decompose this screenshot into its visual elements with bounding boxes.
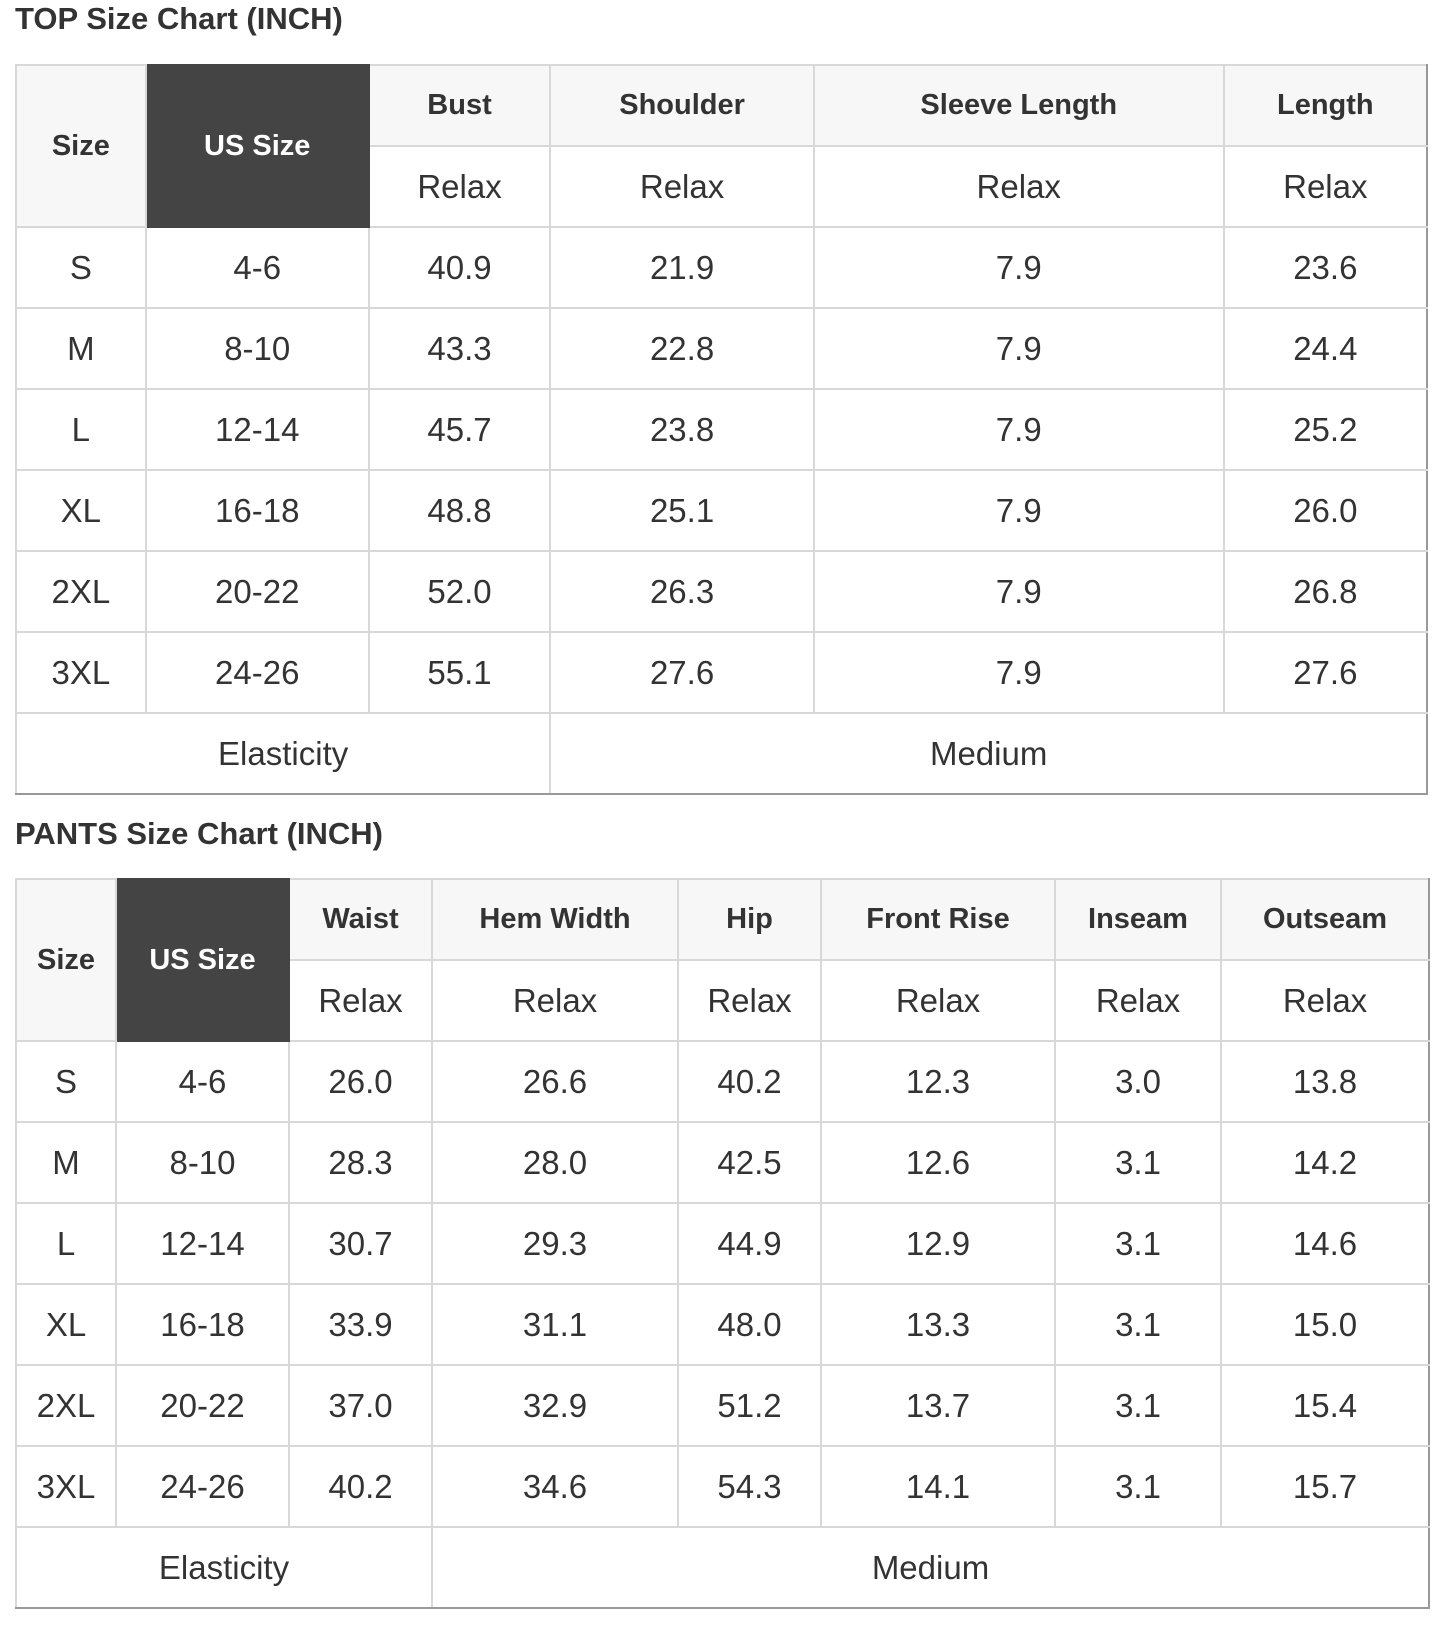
value-cell: 32.9	[432, 1365, 678, 1446]
value-cell: 14.1	[821, 1446, 1055, 1527]
pants-column-header: Waist	[289, 879, 432, 960]
value-cell: 12.9	[821, 1203, 1055, 1284]
pants-header-row	[16, 879, 1429, 960]
top-column-header: Bust	[369, 65, 551, 146]
pants-subheader: Relax	[821, 960, 1055, 1041]
top-subheader: Relax	[1224, 146, 1427, 227]
value-cell: 24.4	[1224, 308, 1427, 389]
value-cell: 26.0	[289, 1041, 432, 1122]
value-cell: 3.1	[1055, 1446, 1221, 1527]
pants-column-header: Outseam	[1221, 879, 1429, 960]
us-size-cell: 12-14	[116, 1203, 289, 1284]
table-row	[16, 1122, 1429, 1203]
value-cell: 7.9	[814, 227, 1224, 308]
top-size-header: Size	[16, 65, 146, 227]
size-cell: 2XL	[16, 1365, 116, 1446]
value-cell: 25.2	[1224, 389, 1427, 470]
table-row	[16, 1446, 1429, 1527]
value-cell: 52.0	[369, 551, 551, 632]
top-header-row	[16, 65, 1427, 146]
size-cell: M	[16, 1122, 116, 1203]
value-cell: 15.4	[1221, 1365, 1429, 1446]
us-size-cell: 24-26	[146, 632, 369, 713]
value-cell: 48.8	[369, 470, 551, 551]
value-cell: 29.3	[432, 1203, 678, 1284]
us-size-cell: 4-6	[116, 1041, 289, 1122]
top-column-header: Length	[1224, 65, 1427, 146]
value-cell: 7.9	[814, 470, 1224, 551]
pants-column-header: Inseam	[1055, 879, 1221, 960]
top-size-chart-title: TOP Size Chart (INCH)	[15, 1, 343, 36]
top-elasticity-row	[16, 713, 1427, 794]
value-cell: 13.3	[821, 1284, 1055, 1365]
value-cell: 3.0	[1055, 1041, 1221, 1122]
table-row	[16, 470, 1427, 551]
pants-us-size-header: US Size	[116, 879, 289, 1041]
value-cell: 27.6	[550, 632, 814, 713]
value-cell: 34.6	[432, 1446, 678, 1527]
value-cell: 43.3	[369, 308, 551, 389]
top-size-table	[15, 64, 1428, 795]
value-cell: 55.1	[369, 632, 551, 713]
value-cell: 3.1	[1055, 1203, 1221, 1284]
value-cell: 31.1	[432, 1284, 678, 1365]
value-cell: 23.6	[1224, 227, 1427, 308]
value-cell: 21.9	[550, 227, 814, 308]
value-cell: 14.6	[1221, 1203, 1429, 1284]
value-cell: 28.0	[432, 1122, 678, 1203]
value-cell: 27.6	[1224, 632, 1427, 713]
value-cell: 7.9	[814, 389, 1224, 470]
pants-size-chart-title: PANTS Size Chart (INCH)	[15, 816, 384, 851]
pants-column-header: Hem Width	[432, 879, 678, 960]
value-cell: 51.2	[678, 1365, 821, 1446]
top-subheader: Relax	[814, 146, 1224, 227]
value-cell: 25.1	[550, 470, 814, 551]
value-cell: 33.9	[289, 1284, 432, 1365]
top-subheader: Relax	[550, 146, 814, 227]
table-row	[16, 632, 1427, 713]
size-cell: XL	[16, 1284, 116, 1365]
pants-elasticity-row	[16, 1527, 1429, 1608]
value-cell: 26.6	[432, 1041, 678, 1122]
pants-column-header: Hip	[678, 879, 821, 960]
top-column-header: Sleeve Length	[814, 65, 1224, 146]
us-size-cell: 8-10	[116, 1122, 289, 1203]
value-cell: 7.9	[814, 308, 1224, 389]
value-cell: 3.1	[1055, 1284, 1221, 1365]
value-cell: 40.2	[678, 1041, 821, 1122]
top-subheader: Relax	[369, 146, 551, 227]
value-cell: 30.7	[289, 1203, 432, 1284]
value-cell: 3.1	[1055, 1122, 1221, 1203]
value-cell: 13.7	[821, 1365, 1055, 1446]
value-cell: 12.6	[821, 1122, 1055, 1203]
elasticity-label: Elasticity	[16, 1527, 432, 1608]
us-size-cell: 16-18	[116, 1284, 289, 1365]
pants-column-header: Front Rise	[821, 879, 1055, 960]
table-row	[16, 1203, 1429, 1284]
size-cell: XL	[16, 470, 146, 551]
value-cell: 12.3	[821, 1041, 1055, 1122]
pants-subheader: Relax	[1221, 960, 1429, 1041]
value-cell: 26.3	[550, 551, 814, 632]
value-cell: 15.0	[1221, 1284, 1429, 1365]
value-cell: 14.2	[1221, 1122, 1429, 1203]
table-row	[16, 227, 1427, 308]
elasticity-value: Medium	[432, 1527, 1429, 1608]
value-cell: 7.9	[814, 551, 1224, 632]
pants-size-table	[15, 878, 1430, 1609]
value-cell: 3.1	[1055, 1365, 1221, 1446]
us-size-cell: 16-18	[146, 470, 369, 551]
size-cell: L	[16, 389, 146, 470]
size-cell: L	[16, 1203, 116, 1284]
table-row	[16, 308, 1427, 389]
pants-subheader: Relax	[678, 960, 821, 1041]
value-cell: 23.8	[550, 389, 814, 470]
us-size-cell: 8-10	[146, 308, 369, 389]
pants-subheader: Relax	[432, 960, 678, 1041]
value-cell: 26.8	[1224, 551, 1427, 632]
value-cell: 37.0	[289, 1365, 432, 1446]
value-cell: 42.5	[678, 1122, 821, 1203]
elasticity-value: Medium	[550, 713, 1427, 794]
table-row	[16, 389, 1427, 470]
value-cell: 44.9	[678, 1203, 821, 1284]
us-size-cell: 24-26	[116, 1446, 289, 1527]
elasticity-label: Elasticity	[16, 713, 550, 794]
size-cell: M	[16, 308, 146, 389]
top-us-size-header: US Size	[146, 65, 369, 227]
table-row	[16, 1284, 1429, 1365]
value-cell: 40.9	[369, 227, 551, 308]
us-size-cell: 20-22	[116, 1365, 289, 1446]
value-cell: 13.8	[1221, 1041, 1429, 1122]
size-cell: S	[16, 1041, 116, 1122]
value-cell: 15.7	[1221, 1446, 1429, 1527]
value-cell: 28.3	[289, 1122, 432, 1203]
size-cell: 3XL	[16, 632, 146, 713]
pants-subheader: Relax	[1055, 960, 1221, 1041]
value-cell: 48.0	[678, 1284, 821, 1365]
table-row	[16, 1041, 1429, 1122]
top-column-header: Shoulder	[550, 65, 814, 146]
pants-size-header: Size	[16, 879, 116, 1041]
us-size-cell: 12-14	[146, 389, 369, 470]
size-cell: S	[16, 227, 146, 308]
value-cell: 40.2	[289, 1446, 432, 1527]
value-cell: 45.7	[369, 389, 551, 470]
pants-subheader: Relax	[289, 960, 432, 1041]
size-cell: 3XL	[16, 1446, 116, 1527]
size-cell: 2XL	[16, 551, 146, 632]
value-cell: 54.3	[678, 1446, 821, 1527]
us-size-cell: 4-6	[146, 227, 369, 308]
table-row	[16, 1365, 1429, 1446]
value-cell: 26.0	[1224, 470, 1427, 551]
table-row	[16, 551, 1427, 632]
value-cell: 22.8	[550, 308, 814, 389]
value-cell: 7.9	[814, 632, 1224, 713]
us-size-cell: 20-22	[146, 551, 369, 632]
